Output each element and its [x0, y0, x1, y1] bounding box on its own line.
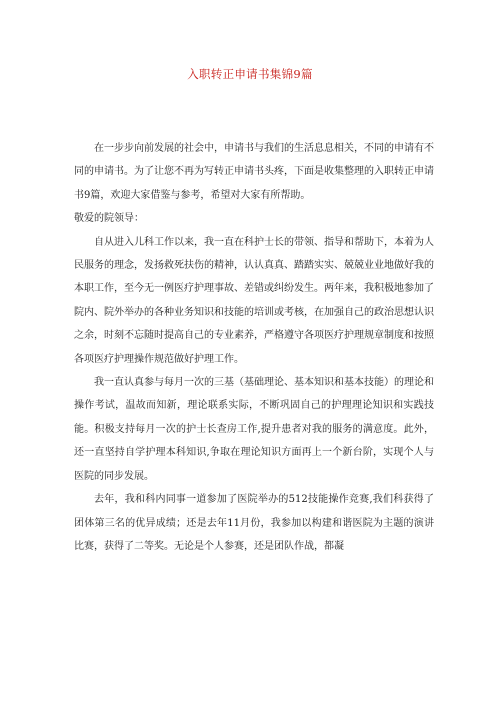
paragraph-body-1: 自从进入儿科工作以来，我一直在科护士长的带领、指导和帮助下，本着为人民服务的理念，发扬救死扶伤的精神，认认真真、踏踏实实、兢兢业业地做好我的本职工作，至今无一例医疗护理事故、差错或纠纷发生。两年来，我积极地参加了院内、院外举办的各种业务知识和技能的培训或考核，在加强自己的政治思想认识之余，时刻不忘随时提高自己的专业素养，严格遵守各项医疗护理规章制度和按照各项医疗护理操作规范做好护理工作。: [74, 236, 434, 365]
paragraph-intro: 在一步步向前发展的社会中，申请书与我们的生活息息相关，不同的申请有不同的申请书。为了让您不再为写转正申请书头疼，下面是收集整理的入职转正申请书9篇，欢迎大家借鉴与参考，希望对大家有所帮助。: [74, 143, 434, 201]
paragraph-body-2: 我一直认真参与每月一次的三基（基础理论、基本知识和基本技能）的理论和操作考试，温故而知新，理论联系实际，不断巩固自己的护理理论知识和实践技能。积极支持每月一次的护士长查房工作,提升患者对我的服务的满意度。此外，还一直坚持自学护理本科知识,争取在理论知识方面再上一个新台阶，实现个人与医院的同步发展。: [74, 377, 434, 482]
paragraph-body-3: 去年，我和科内同事一道参加了医院举办的512技能操作竞赛,我们科获得了团体第三名的优异成绩；还是去年11月份，我参加以构建和谐医院为主题的演讲比赛，获得了二等奖。无论是个人参赛，还是团队作战，都凝: [74, 494, 434, 552]
document-body: [74, 137, 434, 558]
paragraph-salutation: 敬爱的院领导：: [74, 213, 144, 225]
document-title: 入职转正申请书集锦9篇: [187, 67, 313, 81]
